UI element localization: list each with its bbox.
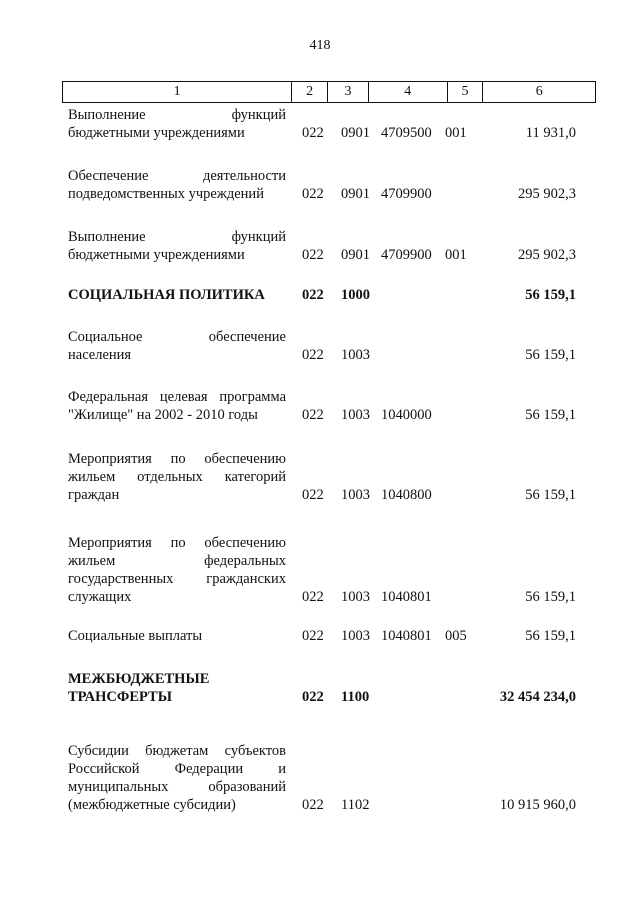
row-name-line: бюджетными учреждениями: [68, 125, 245, 141]
table-row: [0, 742, 640, 814]
table-row: [0, 106, 640, 142]
row-name-line: Федеральная целевая программа: [68, 389, 286, 405]
row-name: [68, 670, 286, 706]
row-c4-cell: 4709900: [381, 247, 432, 263]
row-c2-cell: 022: [302, 125, 324, 141]
column-header-6: 6: [535, 84, 543, 99]
row-name-line: бюджетными учреждениями: [68, 247, 245, 263]
row-c6-cell: 32 454 234,0: [499, 689, 576, 705]
row-name-line: Российской Федерации и: [68, 761, 286, 777]
row-name-line: Субсидии бюджетам субъектов: [68, 743, 286, 759]
row-name-line: жильем отдельных категорий: [68, 469, 286, 485]
row-c2-cell: 022: [302, 628, 324, 644]
row-name-line: ТРАНСФЕРТЫ: [68, 689, 172, 705]
row-c2-cell: 022: [302, 797, 324, 813]
table-row: [0, 328, 640, 364]
row-name-line: граждан: [68, 487, 120, 503]
row-c3-cell: 1003: [341, 407, 370, 423]
row-name-line: Обеспечение деятельности: [68, 168, 286, 184]
row-c4-cell: 1040000: [381, 407, 432, 423]
row-name-line: муниципальных образований: [68, 779, 286, 795]
row-c6-cell: 56 159,1: [525, 347, 576, 363]
row-c2-cell: 022: [302, 689, 324, 705]
row-name-line: служащих: [68, 589, 132, 605]
row-name: [68, 228, 286, 264]
row-c4-cell: 1040801: [381, 628, 432, 644]
table-row: [0, 534, 640, 606]
row-c2-cell: 022: [302, 407, 324, 423]
row-c3-cell: 0901: [341, 247, 370, 263]
row-name-line: Мероприятия по обеспечению: [68, 535, 286, 551]
row-c4-cell: 1040800: [381, 487, 432, 503]
row-c2-cell: 022: [302, 186, 324, 202]
row-name: [68, 450, 286, 504]
row-c3-cell: 1000: [341, 287, 370, 303]
row-c3-cell: 1003: [341, 487, 370, 503]
row-name: [68, 106, 286, 142]
column-header-4: 4: [369, 82, 448, 102]
row-name-line: "Жилище" на 2002 - 2010 годы: [68, 407, 258, 423]
row-name-line: жильем федеральных: [68, 553, 286, 569]
row-name-line: государственных гражданских: [68, 571, 286, 587]
column-header-row: [62, 81, 596, 103]
table-row: [0, 450, 640, 504]
row-c4-cell: 1040801: [381, 589, 432, 605]
row-c3-cell: 0901: [341, 186, 370, 202]
row-c3-cell: 1003: [341, 347, 370, 363]
row-c6-cell: 56 159,1: [525, 589, 576, 605]
row-c6-cell: 11 931,0: [525, 125, 576, 141]
row-name-line: Выполнение функций: [68, 229, 286, 245]
table-row: [0, 228, 640, 264]
row-c4-cell: 4709500: [381, 125, 432, 141]
row-c4-cell: 4709900: [381, 186, 432, 202]
row-c6-cell: 56 159,1: [525, 287, 576, 303]
row-name-line: (межбюджетные субсидии): [68, 797, 236, 813]
column-header-1: 1: [63, 82, 292, 102]
column-header-2: 2: [292, 82, 328, 102]
row-c2-cell: 022: [302, 287, 324, 303]
row-name: [68, 167, 286, 203]
row-name: [68, 286, 286, 304]
row-c2-cell: 022: [302, 347, 324, 363]
table-row: [0, 388, 640, 424]
table-row: [0, 670, 640, 706]
column-header-3: 3: [328, 82, 369, 102]
row-name-line: МЕЖБЮДЖЕТНЫЕ: [68, 671, 210, 687]
row-c5-cell: 001: [445, 247, 467, 263]
row-name: [68, 534, 286, 606]
row-c3-cell: 0901: [341, 125, 370, 141]
row-name-line: Выполнение функций: [68, 107, 286, 123]
row-name: [68, 742, 286, 814]
row-name-line: Социальное обеспечение: [68, 329, 286, 345]
row-name: [68, 388, 286, 424]
row-c2-cell: 022: [302, 247, 324, 263]
row-c3-cell: 1100: [341, 689, 370, 705]
row-c3-cell: 1003: [341, 589, 370, 605]
row-c3-cell: 1102: [341, 797, 370, 813]
row-c3-cell: 1003: [341, 628, 370, 644]
table-row: [0, 627, 640, 645]
row-c6-cell: 56 159,1: [525, 407, 576, 423]
row-c5-cell: 005: [445, 628, 467, 644]
row-name-line: населения: [68, 347, 132, 363]
page-number: 418: [309, 38, 331, 53]
row-name-line: СОЦИАЛЬНАЯ ПОЛИТИКА: [68, 287, 265, 303]
row-name-line: подведомственных учреждений: [68, 186, 264, 202]
row-c6-cell: 295 902,3: [518, 247, 576, 263]
row-name-line: Мероприятия по обеспечению: [68, 451, 286, 467]
row-c2-cell: 022: [302, 487, 324, 503]
row-c6-cell: 56 159,1: [525, 487, 576, 503]
row-c2-cell: 022: [302, 589, 324, 605]
row-c6-cell: 10 915 960,0: [499, 797, 576, 813]
row-name-line: Социальные выплаты: [68, 628, 203, 644]
row-c6-cell: 56 159,1: [525, 628, 576, 644]
row-c6-cell: 295 902,3: [518, 186, 576, 202]
row-name: [68, 627, 286, 645]
table-row: [0, 286, 640, 304]
column-header-5: 5: [448, 82, 484, 102]
table-row: [0, 167, 640, 203]
row-c5-cell: 001: [445, 125, 467, 141]
row-name: [68, 328, 286, 364]
